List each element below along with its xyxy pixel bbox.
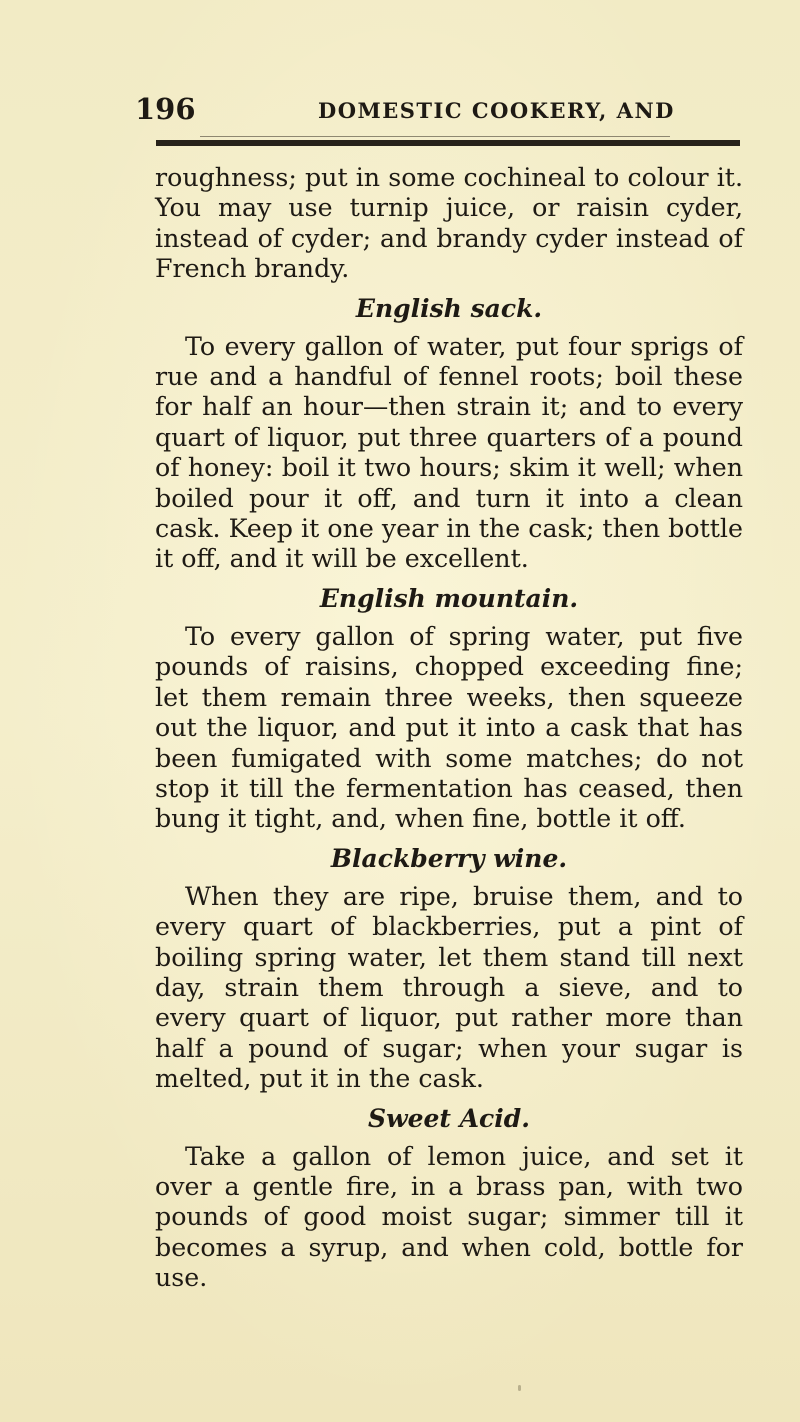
recipe-text-english-mountain: To every gallon of spring water, put five pounds of raisins, chopped exceeding fine; let them remain three weeks, then squeeze out the liquor, and put it into a cask that has been fumigated with some matches; do not stop it till the fermentation has ceased, then bung it tight, and, when fine, bottle it off. — [155, 621, 743, 834]
intro-paragraph: roughness; put in some cochineal to colour it. You may use turnip juice, or raisin cyder, instead of cyder; and brandy cyder instead of French brandy. — [155, 163, 743, 284]
paper-speck — [518, 1385, 521, 1391]
recipe-text-sweet-acid: Take a gallon of lemon juice, and set it over a gentle fire, in a brass pan, with two pounds of good moist sugar; simmer till it becomes a syrup, and when cold, bottle for use. — [155, 1141, 743, 1293]
header-rule — [156, 140, 740, 146]
recipe-title-sweet-acid: Sweet Acid. — [368, 1103, 530, 1133]
header-rule-thin — [200, 136, 670, 137]
recipe-title-english-sack: English sack. — [355, 293, 543, 323]
recipe-text-english-sack: To every gallon of water, put four sprigs of rue and a handful of fennel roots; boil these for half an hour—then strain it; and to every quart of liquor, put three quarters of a pound of honey: boil it two hours; skim it well; when boiled pour it off, and turn it into a clean cask. Keep it one year in the cask; then bottle it off, and it will be excellent. — [155, 331, 743, 574]
page-header — [135, 92, 747, 132]
page-body — [155, 163, 743, 1294]
recipe-title-english-mountain: English mountain. — [319, 583, 579, 613]
running-head: DOMESTIC COOKERY, AND — [318, 98, 675, 123]
recipe-text-blackberry-wine: When they are ripe, bruise them, and to every quart of blackberries, put a pint of boiling spring water, let them stand till next day, strain them through a sieve, and to every quart of liquor, put rather more than half a pound of sugar; when your sugar is melted, put it in the cask. — [155, 881, 743, 1094]
recipe-title-blackberry-wine: Blackberry wine. — [330, 843, 568, 873]
page-number: 196 — [135, 92, 196, 126]
